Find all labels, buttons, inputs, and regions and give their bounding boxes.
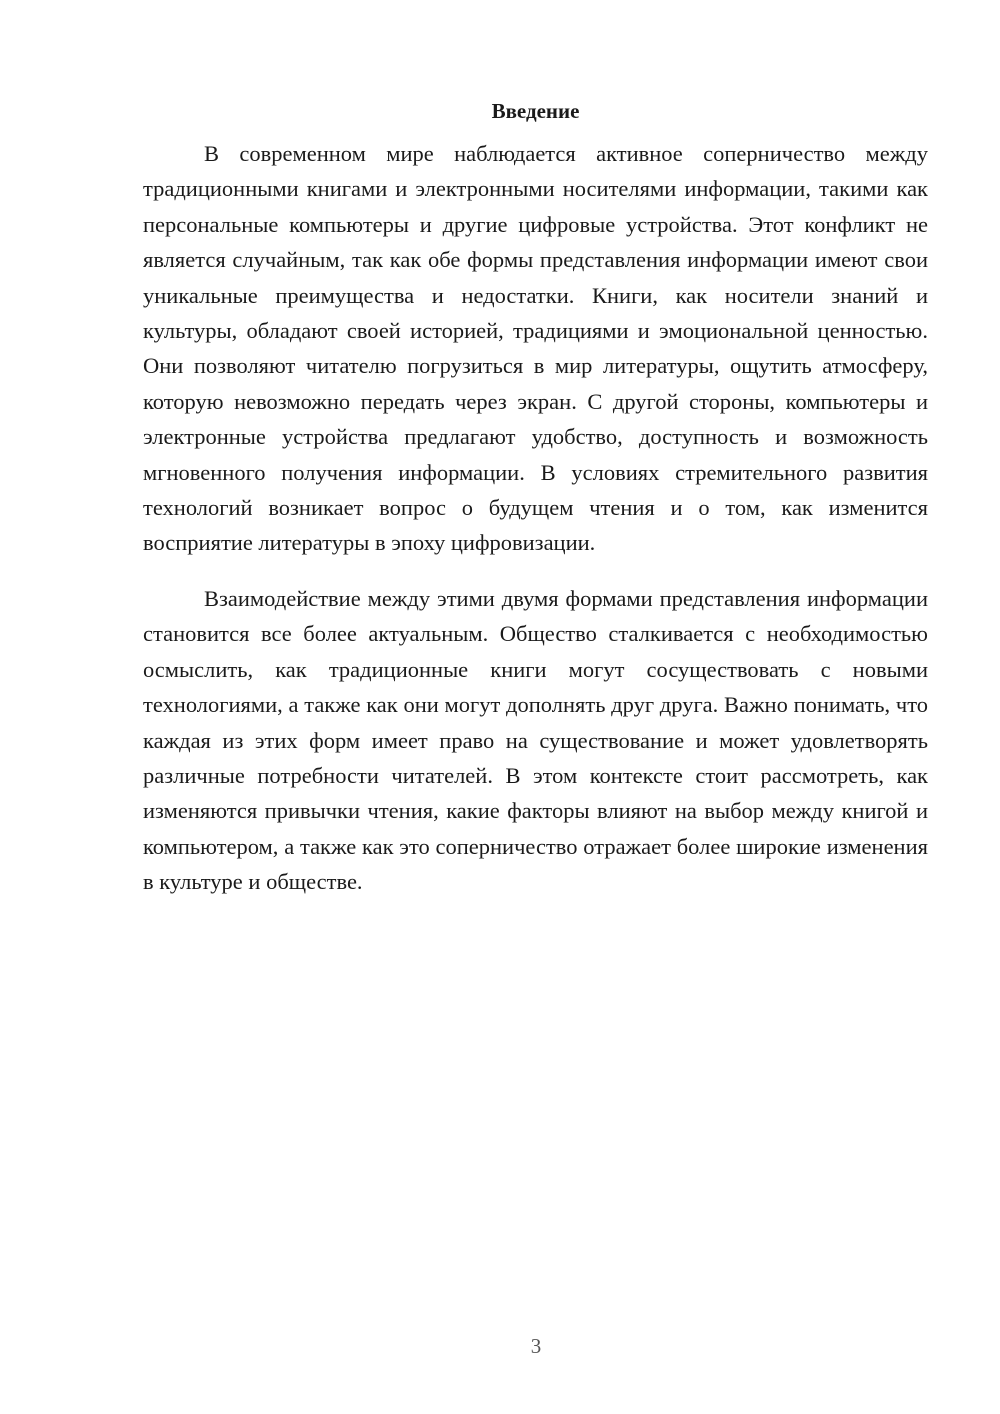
paragraph-2: Взаимодействие между этими двумя формами представления информации становится все более актуальным. Общество сталкивается с необходимостью осмыслить, как традиционные книги могут сосуществовать с новыми технологиями, а также как они могут дополнять друг друга. Важно понимать, что каждая из этих форм имеет право на существование и может удовлетворять различные потребности читателей. В этом контексте стоит рассмотреть, как изменяются привычки чтения, какие факторы влияют на выбор между книгой и компьютером, а также как это соперничество отражает более широкие изменения в культуре и обществе.	[143, 585, 928, 895]
section-title: Введение	[491, 99, 580, 123]
page-content	[143, 96, 928, 900]
page-number: 3	[530, 1334, 542, 1358]
paragraph-1: В современном мире наблюдается активное соперничество между традиционными книгами и электронными носителями информации, такими как персональные компьютеры и другие цифровые устройства. Этот конфликт не является случайным, так как обе формы представления информации имеют свои уникальные преимущества и недостатки. Книги, как носители знаний и культуры, обладают своей историей, традициями и эмоциональной ценностью. Они позволяют читателю погрузиться в мир литературы, ощутить атмосферу, которую невозможно передать через экран. С другой стороны, компьютеры и электронные устройства предлагают удобство, доступность и возможность мгновенного получения информации. В условиях стремительного развития технологий возникает вопрос о будущем чтения и о том, как изменится восприятие литературы в эпоху цифровизации.	[143, 141, 928, 556]
